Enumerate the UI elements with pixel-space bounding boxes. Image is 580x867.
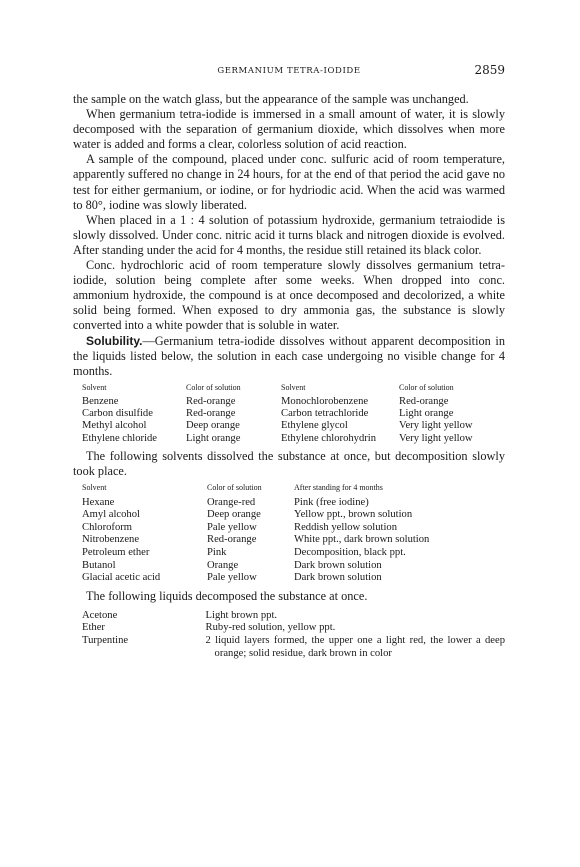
table-cell: Pink xyxy=(207,546,227,558)
table-cell: Red-orange xyxy=(186,408,236,420)
table-cell: Pale yellow xyxy=(207,521,257,533)
table-row xyxy=(82,622,505,635)
table-cell: Benzene xyxy=(82,395,119,407)
table-cell: Very light yellow xyxy=(399,432,473,444)
paragraph: When germanium tetra-iodide is immersed in a small amount of water, it is slowly decomposed with the separation of germanium dioxide, which dissolves when more water is added and forms a clear, colorless solution of acid reaction. xyxy=(73,107,505,152)
solubility-table xyxy=(82,382,473,445)
table-header-row xyxy=(82,482,429,497)
running-title: GERMANIUM TETRA-IODIDE xyxy=(217,66,361,76)
column-header: Solvent xyxy=(82,482,107,492)
table-cell: Turpentine xyxy=(82,635,129,647)
table-header-row xyxy=(82,382,473,396)
column-header: Solvent xyxy=(82,382,107,392)
table-cell: Methyl alcohol xyxy=(82,420,147,432)
table-row xyxy=(82,433,473,445)
table-cell: Amyl alcohol xyxy=(82,509,140,521)
table-cell: White ppt., dark brown solution xyxy=(294,534,430,546)
table-cell: Orange-red xyxy=(207,496,256,508)
table-row xyxy=(82,610,505,623)
paragraph: Conc. hydrochloric acid of room temperature slowly dissolves germanium tetra-iodide, solution being complete after some weeks. When dropped into conc. ammonium hydroxide, the compound is at once decomposed and decolorized, a white solid being formed. When exposed to dry ammonia gas, the substance is slowly converted into a white powder that is soluble in water. xyxy=(73,258,505,333)
table-row xyxy=(82,509,429,522)
paragraph: When placed in a 1 : 4 solution of potassium hydroxide, germanium tetraiodide is slowly dissolved. Under conc. nitric acid it turns black and nitrogen dioxide is evolved. After standing under the acid for 4 months, the residue still retained its black color. xyxy=(73,212,505,257)
table-cell: Ruby-red solution, yellow ppt. xyxy=(205,622,336,634)
table-row xyxy=(82,420,473,432)
table-cell: Carbon disulfide xyxy=(82,408,153,420)
paragraph: The following solvents dissolved the substance at once, but decomposition slowly took place. xyxy=(73,448,505,478)
table-row xyxy=(82,560,429,573)
table-cell: Ethylene glycol xyxy=(281,420,348,432)
solubility-text: —Germanium tetra-iodide dissolves without apparent decomposition in the liquids listed below, the solution in each case undergoing no visible change for 4 months. xyxy=(73,333,505,378)
column-header: Color of solution xyxy=(399,382,454,392)
table-cell: Petroleum ether xyxy=(82,546,150,558)
table-cell: Decomposition, black ppt. xyxy=(294,546,406,558)
table-row xyxy=(82,522,429,535)
table-cell: Very light yellow xyxy=(399,420,473,432)
table-cell: Deep orange xyxy=(186,420,240,432)
table-cell: 2 liquid layers formed, the upper one a light red, the lower a deep orange; solid residue, dark brown in color xyxy=(205,635,505,659)
table-cell: Yellow ppt., brown solution xyxy=(294,509,413,521)
section-heading: Solubility. xyxy=(86,333,143,348)
table-cell: Chloroform xyxy=(82,521,133,533)
paragraph: the sample on the watch glass, but the appearance of the sample was unchanged. xyxy=(73,92,469,106)
column-header: After standing for 4 months xyxy=(294,482,383,492)
table-row xyxy=(82,396,473,408)
table-cell: Ether xyxy=(82,622,105,634)
table-cell: Pink (free iodine) xyxy=(294,496,369,508)
paragraph: The following liquids decomposed the substance at once. xyxy=(86,588,368,603)
column-header: Solvent xyxy=(281,382,306,392)
table-cell: Dark brown solution xyxy=(294,572,382,584)
table-row xyxy=(82,534,429,547)
table-cell: Nitrobenzene xyxy=(82,534,140,546)
table-row xyxy=(82,547,429,560)
table-cell: Glacial acetic acid xyxy=(82,572,161,584)
table-cell: Carbon tetrachloride xyxy=(281,408,369,420)
table-cell: Dark brown solution xyxy=(294,559,382,571)
table-cell: Acetone xyxy=(82,609,118,621)
table-cell: Light brown ppt. xyxy=(205,609,278,621)
table-cell: Ethylene chloride xyxy=(82,432,158,444)
table-cell: Light orange xyxy=(399,408,454,420)
column-header: Color of solution xyxy=(186,382,241,392)
table-cell: Pale yellow xyxy=(207,572,257,584)
paragraph: A sample of the compound, placed under conc. sulfuric acid of room temperature, apparently suffered no change in 24 hours, for at the end of that period the acid gave no test for either germanium, or iodine, or for hydriodic acid. When the acid was warmed to 80°, iodine was slowly liberated. xyxy=(73,152,505,212)
table-cell: Red-orange xyxy=(186,395,236,407)
table-cell: Reddish yellow solution xyxy=(294,521,397,533)
table-cell: Ethylene chlorohydrin xyxy=(281,432,377,444)
table-cell: Red-orange xyxy=(207,534,257,546)
table-cell: Red-orange xyxy=(399,395,449,407)
table-cell: Deep orange xyxy=(207,509,261,521)
table-cell: Hexane xyxy=(82,496,115,508)
solubility-paragraph xyxy=(73,334,505,379)
page-number: 2859 xyxy=(474,63,505,77)
table-cell: Orange xyxy=(207,559,239,571)
table-cell: Butanol xyxy=(82,559,116,571)
table-row xyxy=(82,408,473,420)
table-row xyxy=(82,635,505,660)
table-cell: Light orange xyxy=(186,432,241,444)
decomposition-table xyxy=(82,482,429,585)
immediate-decomposition-table xyxy=(82,610,505,660)
table-row xyxy=(82,497,429,510)
document-page xyxy=(73,62,505,660)
column-header: Color of solution xyxy=(207,482,262,492)
table-cell: Monochlorobenzene xyxy=(281,395,369,407)
page-header xyxy=(73,62,505,80)
table-row xyxy=(82,572,429,585)
body-text xyxy=(73,92,505,660)
